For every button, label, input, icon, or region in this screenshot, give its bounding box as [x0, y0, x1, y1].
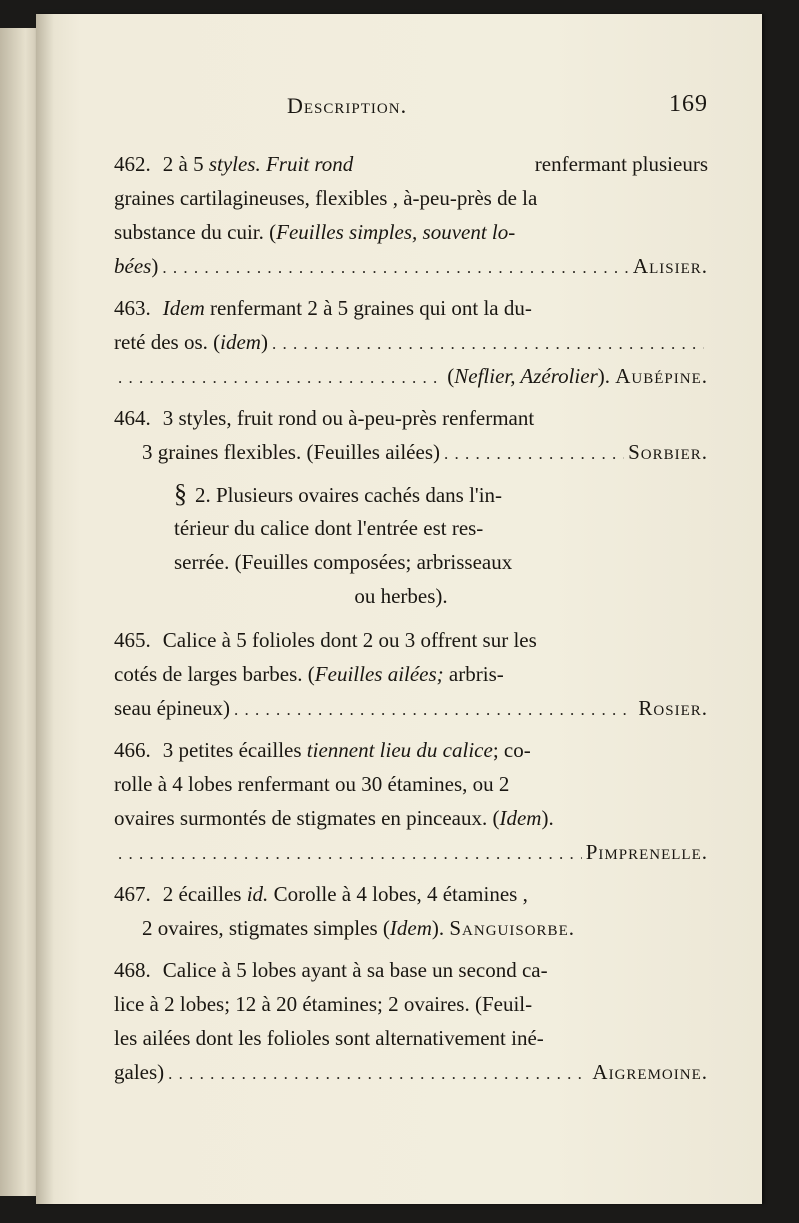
text-line: 467. 2 écailles id. Corolle à 4 lobes, 4 étamines ,	[114, 877, 708, 911]
text-line: ou herbes).	[354, 584, 448, 608]
entry-462	[114, 147, 708, 283]
book-page	[36, 14, 762, 1204]
text-line: reté des os. ( idem ) . . .	[114, 325, 708, 359]
text-line: § 2. Plusieurs ovaires cachés dans l'in-	[174, 477, 708, 511]
section-sign-icon: §	[174, 479, 187, 508]
leader-dots	[168, 1057, 588, 1091]
page-number: 169	[669, 91, 708, 117]
entry-467	[114, 877, 708, 945]
entry-468	[114, 953, 708, 1089]
leader-dots	[234, 693, 634, 727]
entry-number: 462.	[114, 152, 151, 176]
text-line: 465. Calice à 5 folioles dont 2 ou 3 offrent sur les	[114, 623, 708, 657]
text-line: 468. Calice à 5 lobes ayant à sa base un second ca-	[114, 953, 708, 987]
entry-463	[114, 291, 708, 393]
entry-464	[114, 401, 708, 469]
text-line: 462. 2 à 5 styles. Fruit rond renfermant plusieurs	[114, 152, 708, 176]
text-line: lice à 2 lobes; 12 à 20 étamines; 2 ovaires. (Feuil-	[114, 992, 533, 1016]
running-header	[114, 89, 708, 129]
text-line: cotés de larges barbes. ( Feuilles ailées; arbris-	[114, 662, 504, 686]
plant-name: Sanguisorbe.	[449, 916, 575, 940]
text-line	[114, 835, 708, 869]
leader-dots	[444, 437, 624, 471]
text-line: bées ) . . . Alisier.	[114, 249, 708, 283]
text-line: substance du cuir. ( Feuilles simples, souvent lo-	[114, 220, 516, 244]
text-line: graines cartilagineuses, flexibles , à-peu-près de la	[114, 186, 538, 210]
plant-name: Sorbier.	[628, 440, 708, 464]
text-line: rolle à 4 lobes renfermant ou 30 étamines, ou 2	[114, 772, 510, 796]
leader-dots	[272, 327, 704, 361]
entry-number: 465.	[114, 628, 151, 652]
text-line: 464. 3 styles, fruit rond ou à-peu-près renfermant	[114, 401, 708, 435]
entry-466	[114, 733, 708, 869]
text-line: les ailées dont les folioles sont alternativement iné-	[114, 1026, 544, 1050]
text-line: serrée. (Feuilles composées; arbrisseaux	[174, 550, 513, 574]
plant-name: Rosier.	[638, 696, 708, 720]
text-line: seau épineux) . . . Rosier.	[114, 691, 708, 725]
text-line: 2 ovaires, stigmates simples ( Idem ). Sanguisorbe.	[114, 911, 708, 945]
text-line: ovaires surmontés de stigmates en pinceaux. ( Idem ).	[114, 806, 554, 830]
leader-dots	[118, 837, 582, 871]
entry-number: 466.	[114, 738, 151, 762]
entry-number: 468.	[114, 958, 151, 982]
entry-465	[114, 623, 708, 725]
text-line: . . . ( Neflier, Azérolier ). Aubépine.	[114, 359, 708, 393]
plant-name: Pimprenelle.	[585, 840, 708, 864]
plant-name: Aubépine.	[615, 364, 708, 388]
leader-dots	[162, 251, 629, 285]
entry-number: 463.	[114, 296, 151, 320]
leader-dots	[118, 361, 443, 395]
text-line: 3 graines flexibles. (Feuilles ailées) . . . Sorbier.	[114, 435, 708, 469]
entry-number: 467.	[114, 882, 151, 906]
plant-name: Aigremoine.	[592, 1060, 708, 1084]
section-heading	[114, 477, 708, 613]
page-text	[114, 89, 708, 1097]
entry-number: 464.	[114, 406, 151, 430]
text-line: gales) . . . Aigremoine.	[114, 1055, 708, 1089]
plant-name: Alisier.	[632, 254, 708, 278]
page-title: Description.	[287, 93, 408, 118]
text-line: térieur du calice dont l'entrée est res-	[174, 516, 484, 540]
text-line: 463. Idem renfermant 2 à 5 graines qui ont la du-	[114, 291, 708, 325]
text-line: 466. 3 petites écailles tiennent lieu du calice ; co-	[114, 733, 708, 767]
